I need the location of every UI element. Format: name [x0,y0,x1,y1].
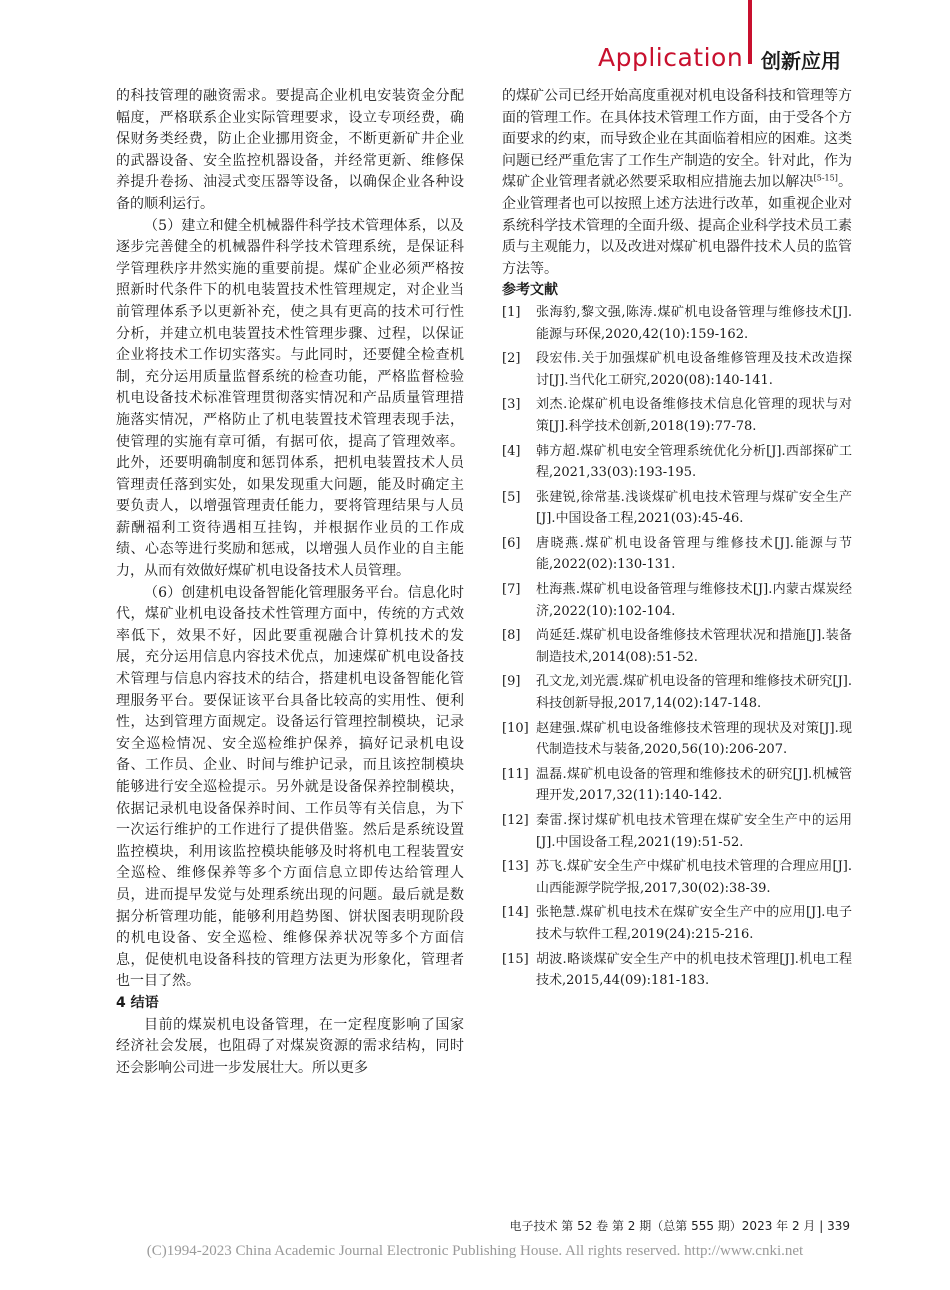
reference-number: [13] [502,859,529,875]
page-footer: 电子技术 第 52 卷 第 2 期（总第 555 期）2023 年 2 月 | 339 [509,1219,850,1233]
header-title-cn: 创新应用 [761,49,841,73]
reference-item [502,394,852,437]
reference-item [502,533,852,576]
paragraph-text: 的煤矿公司已经开始高度重视对机电设备科技和管理等方面的管理工作。在具体技术管理工作方面，由于受各个方面要求的约束，而导致企业在其面临着相应的困难。这类问题已经严重危害了工作生产制造的安全。针对此，作为煤矿企业管理者就必然要采取相应措施去加以解决 [502,88,852,191]
reference-item [502,487,852,530]
reference-text: 韩方超.煤矿机电安全管理系统优化分析[J].西部探矿工程,2021,33(03):193-195. [536,443,852,481]
reference-number: [1] [502,304,521,320]
right-column [502,86,852,995]
reference-number: [12] [502,813,529,828]
paragraph: 的科技管理的融资需求。要提高企业机电安装资金分配幅度，严格联系企业实际管理要求，设立专项经费，确保财务类经费，防止企业挪用资金，不断更新矿井企业的武器设备、安全监控机器设备，并经常更新、维修保养提升卷扬、油浸式变压器等设备，以确保企业各种设备的顺利运行。 [116,88,464,212]
reference-text: 尚延廷.煤矿机电设备维修技术管理状况和措施[J].装备制造技术,2014(08):51-52. [536,628,852,665]
reference-item [502,579,852,622]
reference-number: [10] [502,720,529,736]
reference-text: 段宏伟.关于加强煤矿机电设备维修管理及技术改造探讨[J].当代化工研究,2020(08):140-141. [536,351,852,388]
reference-text: 张海豹,黎文强,陈涛.煤矿机电设备管理与维修技术[J].能源与环保,2020,42(10):159-162. [536,304,852,342]
reference-item [502,856,852,899]
reference-number: [8] [502,628,521,644]
reference-item [502,902,852,945]
reference-number: [6] [502,535,521,551]
reference-item [502,718,852,761]
copyright-notice: (C)1994-2023 China Academic Journal Electronic Publishing House. All rights reserved. http://www.cnki.net [146,1243,804,1259]
reference-text: 胡波.略谈煤矿安全生产中的机电技术管理[J].机电工程技术,2015,44(09):181-183. [536,951,852,989]
reference-text: 秦雷.探讨煤矿机电技术管理在煤矿安全生产中的运用[J].中国设备工程,2021(19):51-52. [536,813,852,850]
reference-item [502,671,852,714]
reference-number: [15] [502,951,529,967]
paragraph: （6）创建机电设备智能化管理服务平台。信息化时代，煤矿业机电设备技术性管理方面中，传统的方式效率低下，效果不好，因此要重视融合计算机技术的发展，充分运用信息内容技术优点，加速煤矿机电设备技术管理与信息内容技术的结合，搭建机电设备智能化管理服务平台。要保证该平台具备比较高的实用性、便利性，达到管理方面规定。设备运行管理控制模块，记录安全巡检情况、安全巡检维护保养，搞好记录机电设备、工作员、企业、时间与维护记录，而且该控制模块能够进行安全巡检提示。另外就是设备保养控制模块，依据记录机电设备保养时间、工作员等有关信息，为下一次运行维护的工作进行了提供借鉴。然后是系统设置监控模块，利用该监控模块能够及时将机电工程装置安全巡检、维修保养等多个方面信息立即传达给管理人员，进而提早发觉与处理系统出现的问题。最后就是数据分析管理功能，能够利用趋势图、饼状图表明现阶段的机电设备、安全巡检、维修保养状况等多个方面信息，促使机电设备科技的管理方法更为形象化，管理者也一目了然。 [116,584,464,990]
reference-text: 苏飞.煤矿安全生产中煤矿机电技术管理的合理应用[J].山西能源学院学报,2017,30(02):38-39. [536,859,852,896]
reference-number: [2] [502,351,521,367]
reference-text: 杜海燕.煤矿机电设备管理与维修技术[J].内蒙古煤炭经济,2022(10):102-104. [536,582,852,619]
reference-number: [11] [502,766,529,782]
reference-text: 张艳慧.煤矿机电技术在煤矿安全生产中的应用[J].电子技术与软件工程,2019(24):215-216. [536,905,852,942]
reference-text: 唐晓燕.煤矿机电设备管理与维修技术[J].能源与节能,2022(02):130-131. [536,535,852,573]
reference-number: [9] [502,674,521,690]
reference-number: [7] [502,582,521,598]
reference-text: 孔文龙,刘光震.煤矿机电设备的管理和维修技术研究[J].科技创新导报,2017,14(02):147-148. [536,674,852,712]
paragraph [502,86,852,280]
reference-text: 赵建强.煤矿机电设备维修技术管理的现状及对策[J].现代制造技术与装备,2020,56(10):206-207. [536,720,852,758]
reference-text: 张建锐,徐常基.浅谈煤矿机电技术管理与煤矿安全生产[J].中国设备工程,2021(03):45-46. [536,489,852,527]
reference-item [502,810,852,853]
reference-list [502,302,852,992]
section-heading: 4 结语 [116,994,159,1011]
reference-number: [3] [502,397,521,413]
reference-item [502,348,852,391]
reference-item [502,625,852,668]
references-heading: 参考文献 [502,282,558,299]
reference-item [502,441,852,484]
header-title-en: Application [598,43,744,72]
reference-number: [14] [502,905,529,921]
reference-item [502,764,852,807]
reference-number: [5] [502,489,521,505]
reference-item [502,302,852,345]
reference-number: [4] [502,443,521,459]
reference-text: 刘杰.论煤矿机电设备维修技术信息化管理的现状与对策[J].科学技术创新,2018(19):77-78. [536,397,852,434]
paragraph-text: 。企业管理者也可以按照上述方法进行改革，如重视企业对系统科学技术管理的全面升级、提高企业科学技术员工素质与主观能力，以及改进对煤矿机电器件技术人员的监管方法等。 [502,174,853,277]
citation: [5-15] [813,173,838,183]
paragraph: （5）建立和健全机械器件科学技术管理体系，以及逐步完善健全的机械器件科学技术管理系统，是保证科学管理秩序井然实施的重要前提。煤矿企业必须严格按照新时代条件下的机电装置技术性管理规定，对企业当前管理体系予以更新补充，使之具有更高的技术可行性分析，并建立机电装置技术性管理步骤、过程，以保证企业将技术工作切实落实。与此同时，还要健全检查机制，充分运用质量监督系统的检查功能，严格监督检验机电设备技术标准管理贯彻落实情况和产品质量管理措施落实情况，严格防止了机电装置技术管理表现手法，使管理的实施有章可循，有据可依，提高了管理效率。此外，还要明确制度和惩罚体系，把机电装置技术人员管理责任落到实处，如果发现重大问题，能及时确定主要负责人，以增强管理责任能力，要将管理结果与人员薪酬福利工资待遇相互挂钩，并根据作业员的工作成绩、心态等进行奖励和惩戒，以增强人员作业的自主能力，从而有效做好煤矿机电设备技术人员管理。 [116,217,464,580]
header-accent-bar [748,0,752,64]
reference-item [502,949,852,992]
paragraph: 目前的煤炭机电设备管理，在一定程度影响了国家经济社会发展，也阻碍了对煤炭资源的需求结构，同时还会影响公司进一步发展壮大。所以更多 [116,1016,464,1076]
reference-text: 温磊.煤矿机电设备的管理和维修技术的研究[J].机械管理开发,2017,32(11):140-142. [536,766,852,804]
left-column [116,86,464,1079]
